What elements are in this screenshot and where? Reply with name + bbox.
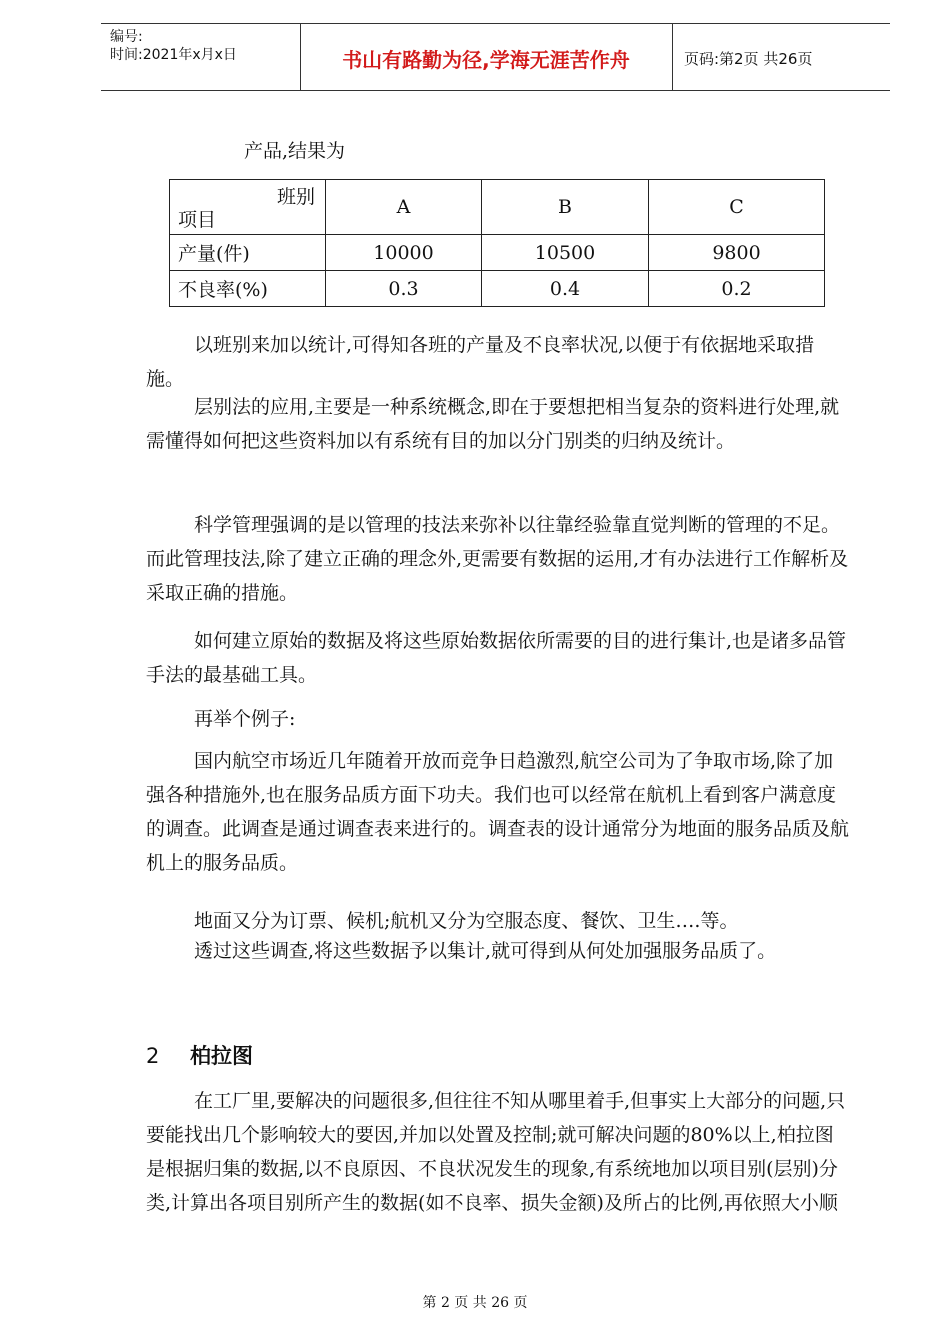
paragraph: 地面又分为订票、候机;航机又分为空服态度、餐饮、卫生….等。 — [194, 910, 739, 932]
section-heading — [146, 1040, 253, 1070]
row-label: 产量(件) — [170, 235, 326, 271]
paragraph: 再举个例子: — [194, 708, 296, 730]
column-header: A — [326, 180, 482, 235]
header-bottom-rule — [101, 90, 890, 91]
section-paragraph: 在工厂里,要解决的问题很多,但往往不知从哪里着手,但事实上大部分的问题,只要能找出几个影响较大的要因,并加以处置及控制;就可解决问题的80%以上,柏拉图是根据归集的数据,以不良原因、不良状况发生的现象,有系统地加以项目别(层别)分类,计算出各项目别所产生的数据(如不良率、损失金额)及所占的比例,再依照大小顺 — [146, 1090, 846, 1214]
corner-top-label: 班别 — [276, 186, 315, 208]
section-title: 柏拉图 — [190, 1044, 253, 1068]
table-cell: 0.4 — [482, 271, 649, 307]
header-page-label: 页码:第2页 共26页 — [684, 50, 813, 68]
corner-bottom-label: 项目 — [178, 209, 217, 231]
paragraph: 科学管理强调的是以管理的技法来弥补以往靠经验靠直觉判断的管理的不足。而此管理技法,除了建立正确的理念外,更需要有数据的运用,才有办法进行工作解析及采取正确的措施。 — [146, 514, 849, 604]
paragraph: 透过这些调查,将这些数据予以集计,就可得到从何处加强服务品质了。 — [194, 940, 777, 962]
table-cell: 9800 — [649, 235, 825, 271]
table-row — [170, 271, 825, 307]
table-cell: 0.2 — [649, 271, 825, 307]
header-divider — [672, 23, 673, 91]
shift-statistics-table — [169, 179, 825, 307]
table-cell: 10000 — [326, 235, 482, 271]
table-cell: 0.3 — [326, 271, 482, 307]
header-motto: 书山有路勤为径,学海无涯苦作舟 — [342, 48, 630, 72]
paragraph: 以班别来加以统计,可得知各班的产量及不良率状况,以便于有依据地采取措施。 — [146, 334, 815, 390]
row-label: 不良率(%) — [170, 271, 326, 307]
column-header: B — [482, 180, 649, 235]
paragraph: 层别法的应用,主要是一种系统概念,即在于要想把相当复杂的资料进行处理,就需懂得如何把这些资料加以有系统有目的加以分门别类的归纳及统计。 — [146, 396, 840, 452]
column-header: C — [649, 180, 825, 235]
page-footer: 第 2 页 共 26 页 — [422, 1295, 528, 1311]
header-time-label: 时间:2021年x月x日 — [110, 47, 237, 63]
header-number-label: 编号: — [110, 29, 143, 45]
paragraph: 国内航空市场近几年随着开放而竞争日趋激烈,航空公司为了争取市场,除了加强各种措施外,也在服务品质方面下功夫。我们也可以经常在航机上看到客户满意度的调查。此调查是通过调查表来进行的。调查表的设计通常分为地面的服务品质及航机上的服务品质。 — [146, 750, 850, 874]
intro-text: 产品,结果为 — [244, 140, 346, 162]
table-row — [170, 235, 825, 271]
header-top-rule — [101, 23, 890, 24]
table-corner-cell — [170, 180, 326, 235]
paragraph: 如何建立原始的数据及将这些原始数据依所需要的目的进行集计,也是诸多品管手法的最基础工具。 — [146, 630, 847, 686]
table-cell: 10500 — [482, 235, 649, 271]
section-number: 2 — [146, 1044, 160, 1068]
